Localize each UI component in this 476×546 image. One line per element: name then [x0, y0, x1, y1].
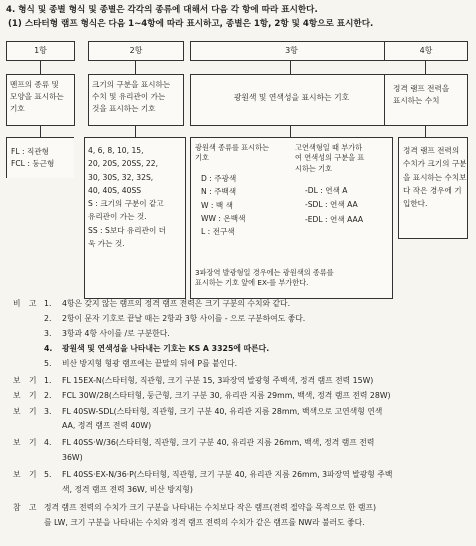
connector: [290, 60, 291, 74]
example-text-continued: 36W): [62, 453, 83, 462]
rendering-item: -EDL : 연색 AAA: [305, 214, 364, 224]
footer-line: 3파장역 발광형일 경우에는 광원색의 종류를: [195, 268, 334, 277]
rendering-item: -SDL : 연색 AA: [305, 200, 358, 210]
example-number: 5.: [44, 470, 52, 479]
col2-header: [88, 41, 184, 61]
col1-header-label: 1항: [34, 46, 47, 55]
col1-description: [6, 74, 75, 126]
remark-number: 2.: [44, 314, 52, 323]
size-item: 30, 30S, 32, 32S,: [88, 172, 154, 182]
size-item: 욱 가는 것.: [88, 238, 125, 248]
example-label: 보 기: [13, 407, 40, 416]
size-item: 20, 20S, 20SS, 22,: [88, 159, 159, 169]
example-text: FL 40SW-SDL(스타터형, 직관형, 크기 구분 40, 유리관 지름 28mm, 백색으로 고연색형 연색: [62, 407, 383, 416]
color-item: D : 주광색: [201, 174, 237, 183]
connector: [425, 125, 426, 137]
color-item: N : 주백색: [201, 187, 237, 197]
connector: [40, 125, 41, 137]
remark-number: 1.: [44, 299, 52, 308]
power-line: 입한다.: [403, 199, 428, 209]
example-text: FL 15EX-N(스타터형, 직관형, 크기 구분 15, 3파장역 발광형 주백색, 정격 램프 전력 15W): [62, 376, 374, 385]
remark-number: 4.: [44, 344, 53, 353]
example-number: 4.: [44, 438, 52, 447]
footer-line: 표시하는 기호 앞에 EX-를 부가한다.: [195, 278, 309, 288]
reference-text: 정격 램프 전력의 수치가 크기 구분을 나타내는 수치보다 작은 램프(전력 절약을 목적으로 한 램프): [44, 503, 377, 512]
desc-line: 광원색 및 연색성을 표시하는 기호: [233, 93, 350, 102]
size-item: 유리관이 가는 것.: [88, 212, 147, 222]
intro-line: 고연색형일 때 부가하: [295, 143, 363, 152]
connector: [425, 60, 426, 74]
example-text-continued: AA, 정격 램프 전력 40W): [62, 421, 152, 430]
col3-header-label: 3항: [285, 46, 298, 55]
remark-number: 5.: [44, 359, 52, 368]
col3-header: [190, 41, 393, 61]
col4-header-label: 4항: [419, 46, 433, 55]
example-text: FCL 30W/28(스타터형, 둥근형, 크기 구분 30, 유리관 지름 29mm, 백색, 정격 램프 전력 28W): [62, 391, 391, 400]
intro-line: 기호: [195, 153, 209, 163]
example-number: 1.: [44, 376, 52, 385]
color-item: WW : 온백색: [201, 213, 246, 223]
size-item: 40, 40S, 40SS: [88, 185, 142, 195]
remark-label: 비 고: [13, 299, 40, 308]
lamp-type-item: FL : 직관형: [11, 147, 49, 156]
power-line: 을 표시하는 수치보: [403, 172, 467, 182]
col4-description: [384, 74, 468, 126]
reference-text: 를 LW, 크기 구분을 나타내는 수치와 정격 램프 전력의 수치가 같은 램프를 NW라 불러도 좋다.: [44, 518, 365, 527]
connector: [40, 60, 41, 74]
col4-content: [398, 137, 468, 239]
desc-line: 표시하는 수치: [393, 95, 440, 105]
connector: [135, 60, 136, 74]
connector: [290, 125, 291, 137]
connector: [135, 125, 136, 137]
col3-description: [190, 74, 393, 126]
size-item: SS : S보다 유리관이 더: [88, 225, 167, 235]
example-number: 3.: [44, 407, 52, 416]
intro-line: 여 연색성의 구분을 표: [295, 153, 365, 163]
desc-line: 수치 및 유리관이 가는: [92, 91, 166, 101]
remark-text: 4항은 갖지 않는 램프의 정격 램프 전력은 크기 구분의 수치와 같다.: [62, 299, 291, 308]
remark-text: 비산 방지형 형광 램프에는 끝말의 뒤에 P를 붙인다.: [62, 359, 238, 368]
remark-number: 3.: [44, 329, 52, 338]
remark-text: 2항이 문자 기호로 끝날 때는 2항과 3항 사이를 - 으로 구분하여도 좋다.: [62, 314, 306, 323]
power-line: 정격 램프 전력의: [403, 146, 460, 155]
example-text-continued: 색, 정격 램프 전력 36W, 비산 방지형): [62, 485, 193, 494]
example-text: FL 40SS·EX-N/36·P(스타터형, 직관형, 크기 구분 40, 유리관 지름 26mm, 3파장역 발광형 주백: [62, 470, 393, 479]
desc-line: 정격 램프 전력을: [393, 84, 450, 93]
intro-line: 시하는 기호: [295, 163, 333, 173]
section-subtitle: (1) 스타터형 램프 형식은 다음 1∼4항에 따라 표시하고, 종별은 1항, 2항 및 4항으로 표시한다.: [8, 19, 374, 29]
intro-line: 광원색 종류를 표시하는: [195, 143, 270, 152]
remark-text: 3항과 4항 사이를 /로 구분한다.: [62, 329, 170, 338]
section-title: 4. 형식 및 종별 형식 및 종별은 각각의 종류에 대해서 다음 각 항에 따라 표시한다.: [6, 5, 318, 15]
example-label: 보 기: [13, 438, 40, 447]
remark-text: 광원색 및 연색성을 나타내는 기호는 KS A 3325에 따른다.: [62, 344, 270, 353]
example-text: FL 40SS·W/36(스타터형, 직관형, 크기 구분 40, 유리관 지름 26mm, 백색, 정격 램프 전력: [62, 438, 375, 447]
example-label: 보 기: [13, 376, 40, 385]
example-label: 보 기: [13, 391, 40, 400]
col2-header-label: 2항: [129, 46, 143, 55]
desc-line: 멘프의 종류 및: [10, 80, 59, 89]
color-item: L : 전구색: [201, 227, 235, 237]
rendering-item: -DL : 연색 A: [305, 186, 348, 195]
col2-description: [88, 74, 184, 126]
desc-line: 모양을 표시하는: [10, 91, 64, 101]
col1-header: [6, 41, 75, 61]
col1-content: [6, 137, 74, 178]
lamp-type-item: FCL : 둥근형: [11, 158, 55, 168]
example-label: 보 기: [13, 470, 40, 479]
size-item: 4, 6, 8, 10, 15,: [88, 146, 144, 155]
desc-line: 기호: [10, 103, 25, 113]
col2-content: [84, 137, 186, 299]
desc-line: 크기의 구분을 표시하는: [92, 80, 171, 89]
example-number: 2.: [44, 391, 52, 400]
col3-content: [190, 137, 393, 299]
power-line: 수치가 크기의 구분: [403, 159, 467, 169]
power-line: 다 작은 경우에 기: [403, 185, 462, 195]
desc-line: 것을 표시하는 기호: [92, 103, 156, 113]
reference-label: 참 고: [13, 503, 40, 512]
color-item: W : 백 색: [201, 200, 233, 210]
size-item: S : 크기의 구분이 같고: [88, 199, 164, 209]
col4-header: [384, 41, 468, 61]
